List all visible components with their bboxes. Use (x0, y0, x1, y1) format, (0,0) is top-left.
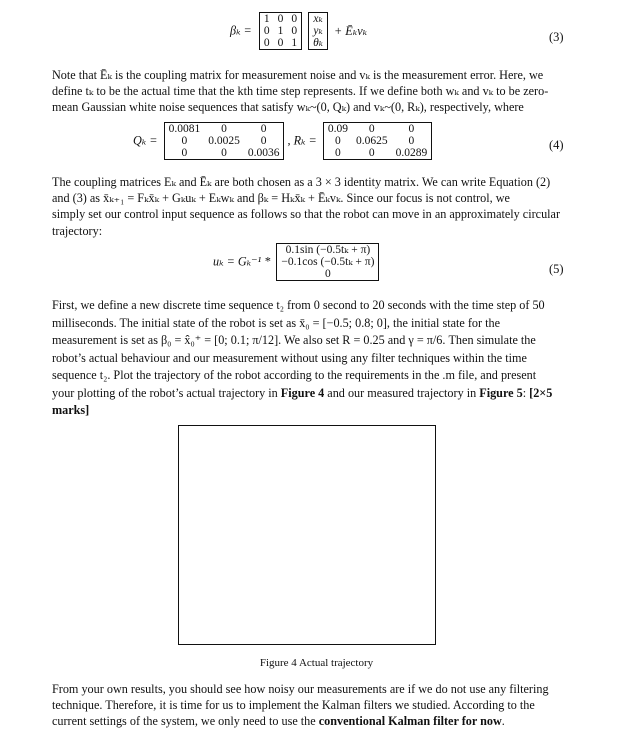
matrix-cell: 0 (221, 147, 227, 159)
matrix-cell: 1 (291, 37, 298, 49)
para1-line2: define tₖ to be the actual time that the kth time step represents. If we define both wₖ and vₖ to be zero- (52, 84, 549, 99)
paragraph-1 (52, 67, 567, 116)
matrix-cell: θₖ (313, 37, 323, 49)
figure-4-plot-area (178, 425, 436, 645)
matrix-cell: 0 (368, 147, 375, 159)
matrix-cell: 0 (260, 135, 267, 147)
eq4-r-lhs: , Rₖ = (287, 133, 317, 148)
matrix-cell: 0 (263, 25, 270, 37)
figure-4-caption: Figure 4 Actual trajectory (259, 657, 374, 669)
matrix-cell: 0 (291, 25, 298, 37)
eq3-tail: + Ēₖvₖ (334, 23, 368, 38)
matrix-cell: 1 (263, 13, 270, 25)
matrix-cell: 0 (263, 37, 270, 49)
marks-a: [2×5 (529, 385, 553, 400)
para4-line3-a: current settings of the system, we only need to use the (52, 714, 319, 729)
eq3-state-vector (308, 12, 328, 50)
matrix-cell: 0.0025 (208, 135, 240, 147)
para3-line6-c: : (522, 385, 530, 400)
para3-line4: robot’s actual behaviour and our measurement without using any filter techniques within the time (52, 350, 527, 365)
para3-line6-a: your plotting of the robot’s actual trajectory in (52, 385, 281, 400)
matrix-cell: 0 (181, 147, 188, 159)
equation-5-number: (5) (549, 262, 564, 276)
matrix-cell: 0 (291, 13, 298, 25)
matrix-cell: 0.0625 (355, 135, 388, 147)
figure-5-ref: Figure 5 (479, 385, 523, 400)
para2-line3: simply set our control input sequence as follows so that the robot can move in an approximately circular (52, 207, 561, 222)
paragraph-2 (52, 174, 567, 239)
para4-line2: technique. Therefore, it is time for us to implement the Kalman filters we studied. According to the (52, 698, 535, 713)
eq4-r-matrix (323, 122, 432, 160)
para2-line1: The coupling matrices Eₖ and Ēₖ are both chosen as a 3 × 3 identity matrix. We can write Equation (2) (52, 175, 551, 189)
para4-line3 (52, 713, 567, 729)
equation-3 (230, 12, 367, 50)
matrix-cell: 0 (260, 123, 267, 135)
matrix-cell: −0.1cos (−0.5tₖ + π) (281, 256, 375, 268)
equation-4 (133, 122, 432, 160)
para3-line1: First, we define a new discrete time sequence t₂ from 0 second to 20 seconds with the time step of 50 (52, 298, 545, 312)
matrix-cell: 0 (181, 135, 188, 147)
eq3-lhs: βₖ = (230, 23, 252, 38)
paragraph-3 (52, 297, 567, 420)
equation-4-number: (4) (549, 138, 564, 152)
para4-line1: From your own results, you should see how noisy our measurements are if we do not use any filtering (52, 682, 549, 696)
matrix-cell: 0 (221, 123, 227, 135)
equation-3-number: (3) (549, 30, 564, 44)
conventional-kalman-filter: conventional Kalman filter for now (318, 714, 502, 729)
eq4-q-lhs: Qₖ = (133, 133, 158, 148)
para1-line1: Note that Ēₖ is the coupling matrix for measurement noise and vₖ is the measurement error. Here, we (52, 68, 544, 82)
matrix-cell: 0.1sin (−0.5tₖ + π) (285, 244, 371, 256)
para3-line7 (52, 402, 567, 420)
matrix-cell: 0.09 (327, 123, 348, 135)
matrix-cell: 0 (277, 37, 284, 49)
para2-line2: and (3) as x̄ₖ₊₁ = Fₖx̄ₖ + Gₖuₖ + Eₖwₖ and βₖ = Hₖx̄ₖ + Ēₖvₖ. Since our focus is not control, we (52, 191, 510, 206)
para3-line6 (52, 385, 567, 403)
matrix-cell: 0 (408, 123, 415, 135)
equation-5 (213, 243, 379, 281)
para4-line3-c: . (501, 714, 505, 729)
para3-line2: milliseconds. The initial state of the robot is set as x̄₀ = [−0.5; 0.8; 0], the initial state for the (52, 315, 500, 330)
matrix-cell: 0 (325, 268, 331, 280)
matrix-cell: 0 (335, 135, 341, 147)
para2-line4: trajectory: (52, 223, 103, 238)
matrix-cell: 0.0289 (395, 147, 428, 159)
matrix-cell: 0.0036 (247, 147, 280, 159)
matrix-cell: 1 (277, 25, 284, 37)
matrix-cell: 0 (408, 135, 415, 147)
para3-line5: sequence t₂. Plot the trajectory of the robot according to the requirements in the .m file, and present (52, 368, 537, 382)
paragraph-4 (52, 681, 567, 730)
eq4-q-matrix (164, 122, 285, 160)
eq5-vector (276, 243, 379, 281)
marks-b: marks] (52, 403, 90, 417)
matrix-cell: 0.0081 (168, 123, 201, 135)
matrix-cell: 0 (368, 123, 375, 135)
matrix-cell: yₖ (313, 25, 323, 37)
matrix-cell: 0 (335, 147, 341, 159)
matrix-cell: xₖ (313, 13, 323, 25)
eq5-lhs: uₖ = Gₖ⁻¹ * (213, 254, 271, 269)
eq3-identity-matrix (259, 12, 302, 50)
matrix-cell: 0 (277, 13, 284, 25)
para3-line6-b: and our measured trajectory in (324, 385, 480, 400)
para3-line3: measurement is set as β₀ = x̂₀⁺ = [0; 0.1; π/12]. We also set R = 0.25 and γ = π/6. Then simulate the (52, 333, 536, 347)
para1-line3: mean Gaussian white noise sequences that satisfy wₖ~(0, Qₖ) and vₖ~(0, Rₖ), respectively, where (52, 100, 524, 115)
figure-4-ref: Figure 4 (280, 385, 325, 400)
